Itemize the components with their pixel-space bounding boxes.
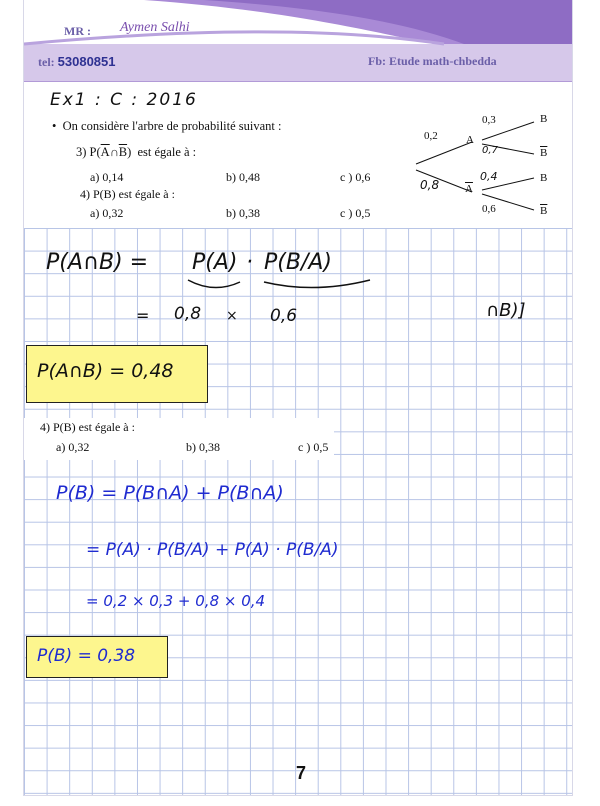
q3-number: 3) (76, 145, 87, 159)
sol3-factor-2: P(B/A) (264, 250, 332, 275)
q3-cap: ∩ (109, 145, 119, 159)
tree-prob-b-given-a: 0,3 (482, 114, 496, 126)
q3-tail: est égale à : (137, 145, 197, 159)
sol4-result-box (26, 636, 168, 678)
q3-a-bar: $\overline{A}$ (100, 145, 110, 159)
tree-prob-bbar-given-a: 0,7 (482, 145, 498, 156)
sol4-line2: = P(A) · P(B/A) + P(A) · P(B/A) (86, 540, 339, 560)
sol3-side-note: ∩B)] (486, 300, 526, 321)
sol3-factor-1: P(A) (192, 250, 238, 275)
sol3-lhs: P(A∩B) = (46, 250, 149, 275)
tree-leaf-bbar2: $\overline{B}$ (540, 205, 548, 217)
q4-option-c-top: c ) 0,5 (340, 206, 371, 220)
exercise-intro: • On considère l'arbre de probabilité suivant : (52, 119, 282, 133)
sol3-value-1: 0,8 (174, 304, 202, 324)
tel-line (38, 54, 116, 70)
tree-leaf-b2: B (540, 172, 548, 184)
question-3 (76, 145, 196, 160)
sol3-dot: · (246, 250, 253, 275)
q4-option-b-top: b) 0,38 (226, 206, 260, 220)
q3-option-a: a) 0,14 (90, 170, 124, 184)
page-header (24, 0, 572, 82)
q3-b-bar: $\overline{B}$ (118, 145, 128, 159)
q4-option-a: a) 0,32 (56, 440, 90, 454)
sol3-times: × (226, 308, 238, 324)
sol4-result: P(B) = 0,38 (37, 646, 136, 666)
tree-leaf-bbar1: $\overline{B}$ (540, 147, 548, 159)
q3-expr-close: ) (127, 145, 132, 159)
q4-option-a-top: a) 0,32 (90, 206, 124, 220)
tree-node-a: A (466, 134, 474, 146)
tree-leaf-b1: B (540, 113, 548, 125)
sol3-underbraces (184, 276, 384, 296)
tree-prob-b-given-abar: 0,4 (480, 170, 498, 183)
q3-option-b: b) 0,48 (226, 170, 260, 184)
q3-expr-open: P( (89, 145, 101, 159)
q4-option-c: c ) 0,5 (298, 440, 329, 454)
tel-number: 53080851 (57, 54, 116, 69)
sol3-result-box (26, 345, 208, 403)
mr-label: MR : (64, 24, 91, 38)
q4-label: 4) P(B) est égale à : (40, 420, 135, 434)
q4-option-b: b) 0,38 (186, 440, 220, 454)
facebook-text: Fb: Etude math-chbedda (368, 54, 497, 68)
document-page (24, 0, 572, 795)
tree-node-abar: $\overline{A}$ (465, 183, 473, 195)
tree-prob-a: 0,2 (424, 130, 438, 142)
tree-prob-bbar-given-abar: 0,6 (482, 203, 496, 215)
page-number: 7 (296, 763, 307, 783)
sol3-value-2: 0,6 (270, 306, 298, 326)
sol4-line1: P(B) = P(B∩A) + P(B∩A) (56, 482, 284, 504)
q3-option-c: c ) 0,6 (340, 170, 371, 184)
teacher-name: Aymen Salhi (120, 20, 190, 35)
tel-label: tel: (38, 55, 55, 69)
sol4-line3: = 0,2 × 0,3 + 0,8 × 0,4 (86, 592, 266, 610)
tree-prob-abar: 0,8 (420, 178, 440, 192)
q4-label-top: 4) P(B) est égale à : (80, 187, 175, 201)
intro-text: On considère l'arbre de probabilité suivant : (62, 119, 282, 133)
sol3-result: P(A∩B) = 0,48 (37, 360, 174, 382)
sol3-equals: = (136, 306, 150, 325)
exercise-title: Ex1 : C : 2016 (50, 90, 198, 110)
